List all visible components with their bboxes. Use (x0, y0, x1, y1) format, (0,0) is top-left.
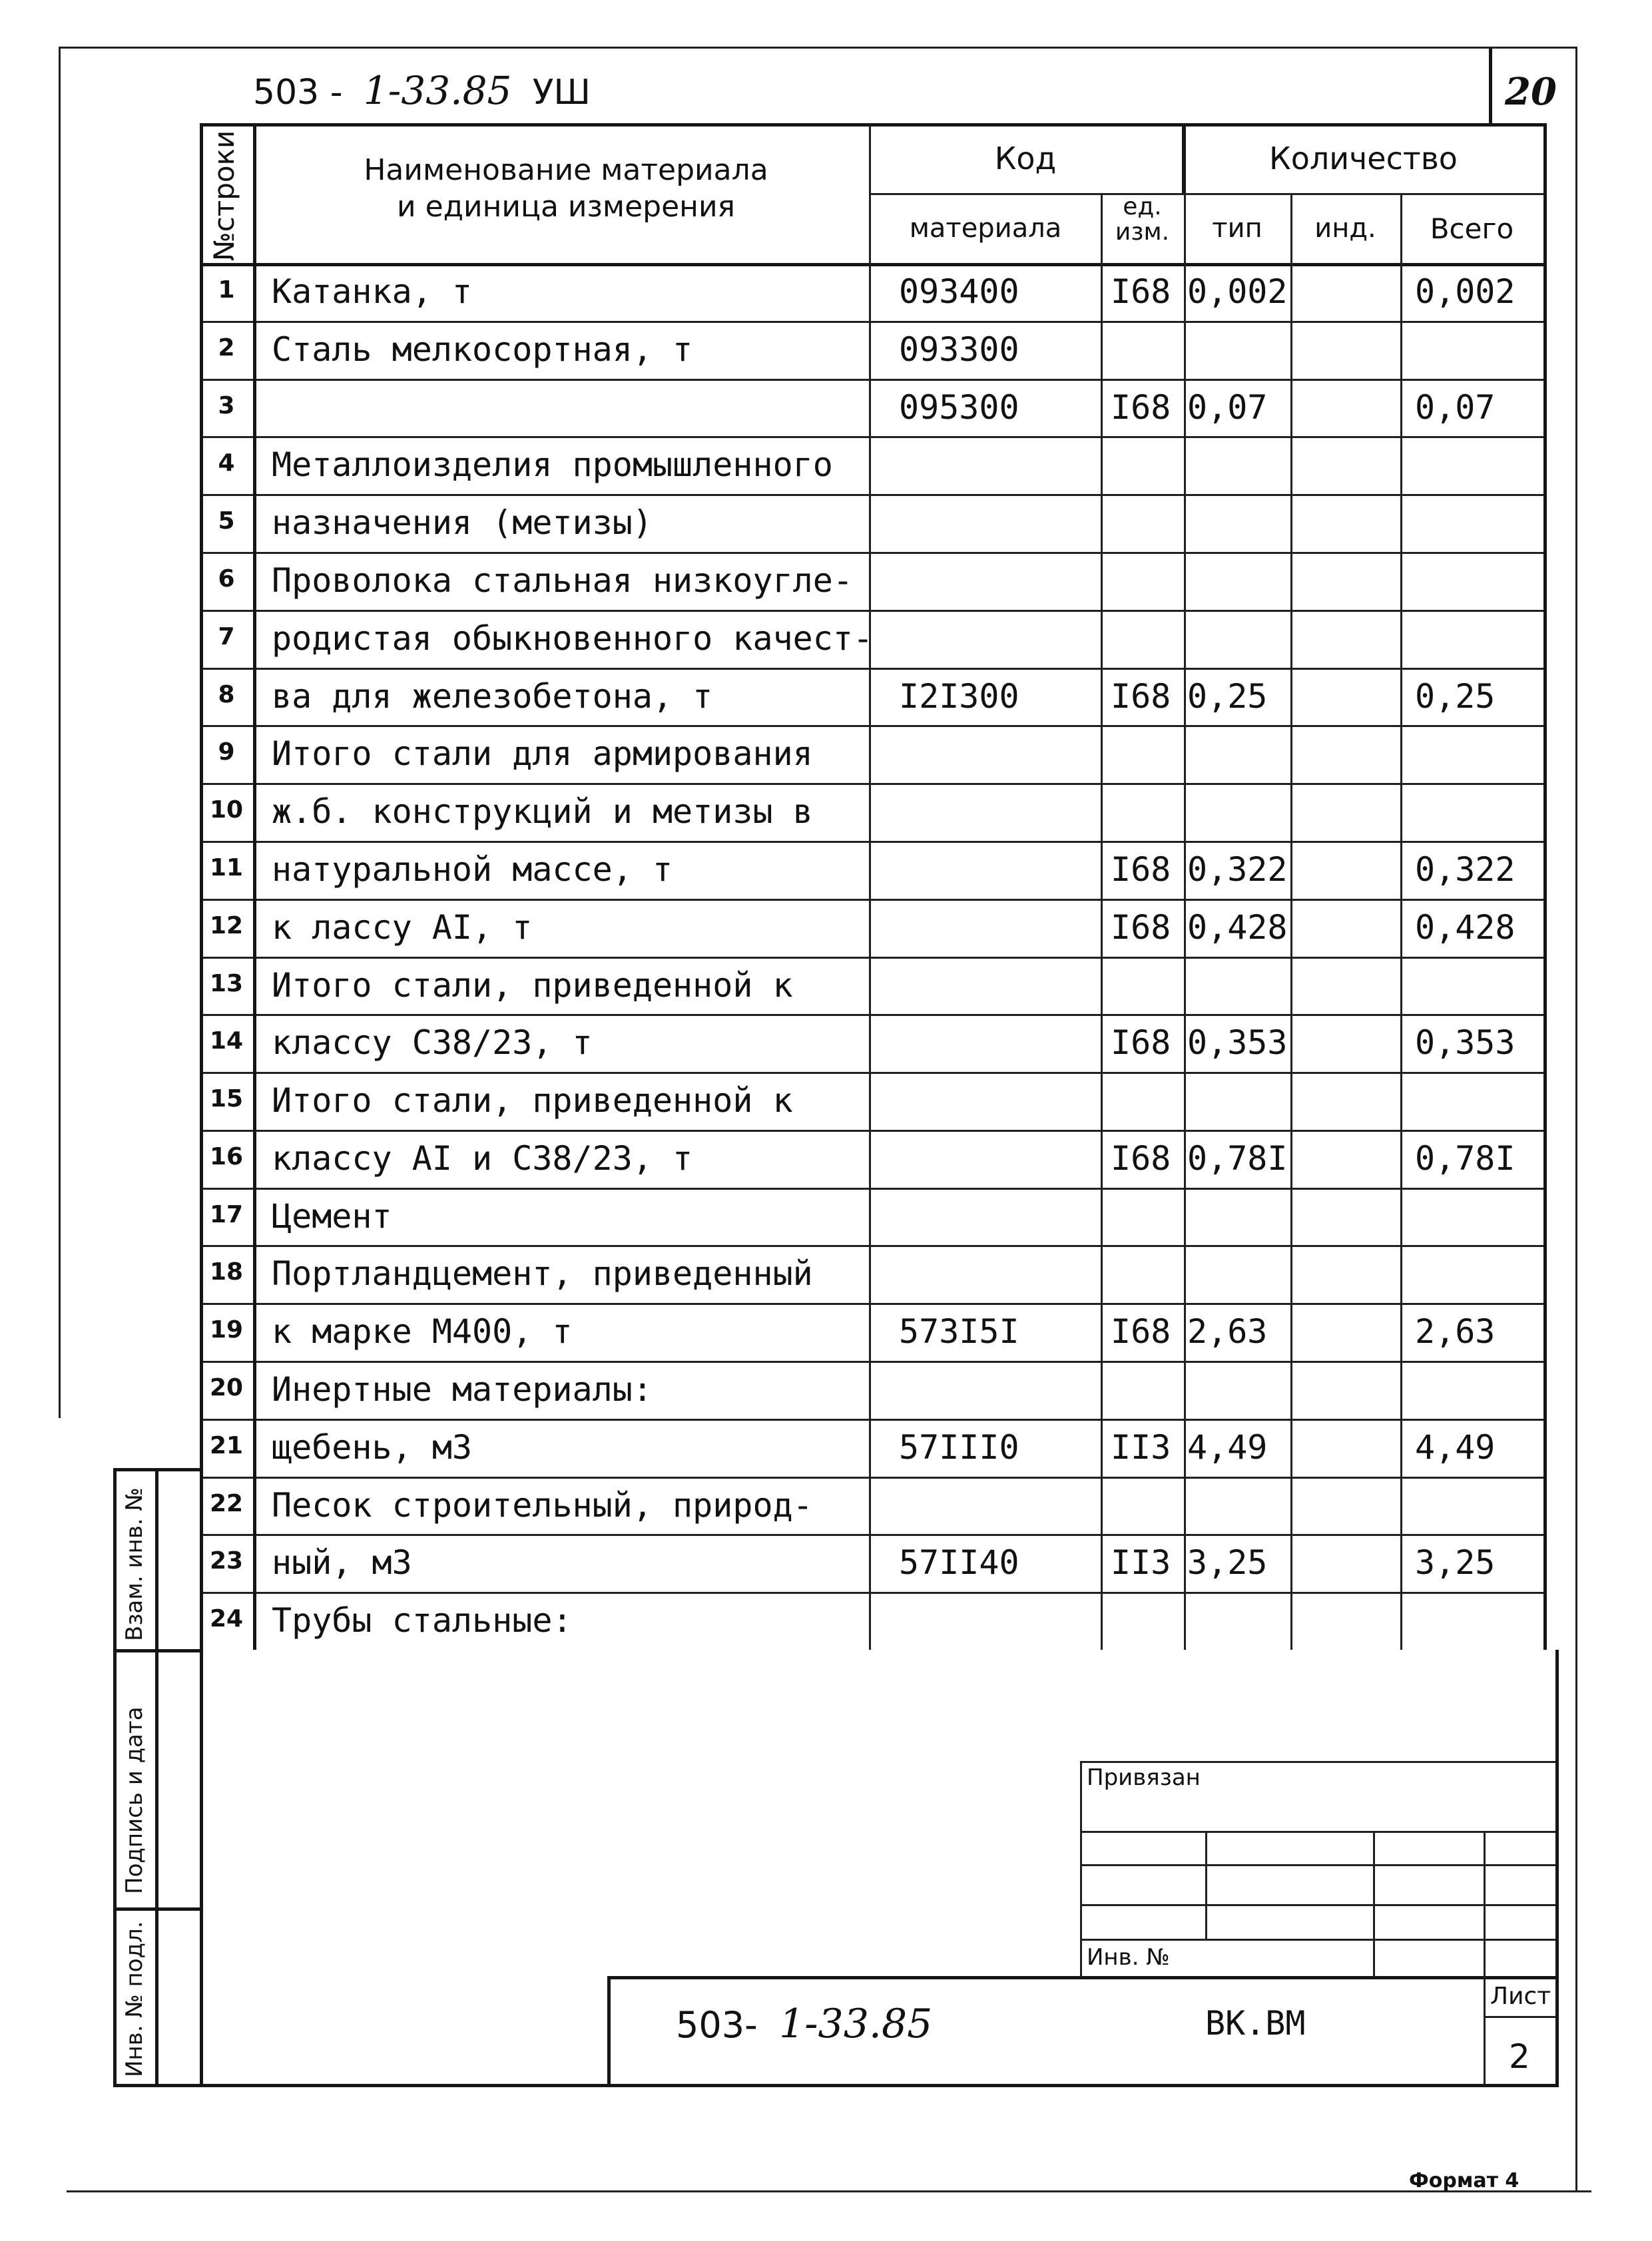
stamp-inv-no-label: Инв. № (1087, 1944, 1170, 1971)
row-separator (200, 552, 1543, 554)
row-separator (200, 610, 1543, 612)
row-number: 5 (218, 507, 235, 535)
row-number: 7 (218, 622, 235, 650)
row-separator (200, 899, 1543, 901)
quantity-type: 0,353 (1187, 1023, 1288, 1063)
row-separator (200, 1245, 1543, 1247)
column-header-quantity: Количество (1269, 140, 1458, 176)
document-code (253, 68, 591, 113)
side-strip-sep1 (113, 1649, 200, 1652)
unit-code: I68 (1111, 387, 1171, 427)
stamp-pb-v1 (1205, 1831, 1207, 1939)
lower-area-left (200, 1650, 203, 2087)
material-name: Цемент (272, 1196, 392, 1236)
side-strip-mid (155, 1468, 158, 2087)
row-number: 14 (209, 1027, 244, 1055)
row-separator (200, 957, 1543, 959)
column-separator (1543, 123, 1547, 1650)
material-name: назначения (метизы) (272, 503, 653, 543)
material-name: ва для железобетона, т (272, 676, 713, 716)
row-number: 20 (209, 1374, 244, 1402)
unit-code: I68 (1111, 1312, 1171, 1352)
row-number: 13 (209, 969, 244, 997)
column-separator (1184, 123, 1186, 1650)
frame-top-edge (59, 47, 1577, 49)
frame-right-edge (1575, 47, 1577, 2190)
header-mid-line (869, 193, 1543, 195)
row-separator (200, 1014, 1543, 1016)
stamp-sheet-label: Лист (1490, 1983, 1551, 2010)
column-separator (1290, 193, 1292, 1650)
stamp-pb-top (1080, 1761, 1555, 1763)
stamp-document-code-prefix: 503- (676, 2004, 758, 2046)
page-number-divider (1489, 48, 1492, 126)
column-separator (253, 123, 256, 1650)
row-separator (200, 1303, 1543, 1305)
column-header-ind: инд. (1314, 213, 1376, 244)
unit-code: I68 (1111, 272, 1171, 311)
row-number: 12 (209, 911, 244, 939)
row-number: 22 (209, 1489, 244, 1517)
row-number: 19 (209, 1316, 244, 1344)
material-name: классу AI и С38/23, т (272, 1138, 693, 1178)
row-number: 17 (209, 1200, 244, 1228)
side-label-vzam: Взам. инв. № (121, 1487, 148, 1641)
row-number: 18 (209, 1258, 244, 1286)
column-separator (869, 123, 871, 1650)
material-name: Инертные материалы: (272, 1370, 653, 1409)
material-name: Песок строительный, природ- (272, 1485, 813, 1525)
column-header-unit-line2: изм. (1115, 218, 1170, 246)
row-separator (200, 379, 1543, 381)
material-code: 095300 (899, 387, 1019, 427)
stamp-document-code-handwritten: 1-33.85 (779, 2001, 933, 2047)
unit-code: II3 (1111, 1543, 1171, 1583)
lower-area-right (1555, 1650, 1559, 2087)
material-name: Катанка, т (272, 272, 473, 311)
material-name: натуральной массе, т (272, 850, 673, 889)
row-number: 3 (218, 391, 235, 419)
material-name: Портландцемент, приведенный (272, 1254, 813, 1294)
material-code: I2I300 (899, 676, 1019, 716)
side-label-inv-podl: Инв. № подл. (121, 1921, 148, 2077)
table-top-border (200, 123, 1547, 126)
row-separator (200, 1130, 1543, 1132)
document-code-suffix: УШ (532, 73, 591, 113)
row-separator (200, 725, 1543, 727)
unit-code: I68 (1111, 1023, 1171, 1063)
row-separator (200, 1419, 1543, 1421)
quantity-total: 3,25 (1415, 1543, 1496, 1583)
material-name: к марке М400, т (272, 1312, 573, 1352)
row-number: 15 (209, 1085, 244, 1113)
unit-code: I68 (1111, 1138, 1171, 1178)
row-separator (200, 783, 1543, 785)
column-header-unit-line1: ед. (1123, 193, 1162, 220)
stamp-pb-left (1080, 1761, 1082, 1977)
stamp-main-left (607, 1976, 611, 2087)
row-number: 21 (209, 1431, 244, 1459)
unit-code: I68 (1111, 850, 1171, 889)
material-name: щебень, м3 (272, 1427, 473, 1467)
side-label-podpis: Подпись и дата (121, 1706, 148, 1894)
material-code: 093300 (899, 330, 1019, 369)
row-separator (200, 321, 1543, 323)
side-strip-left (113, 1468, 117, 2087)
row-separator (200, 1534, 1543, 1536)
stamp-privyazan-label: Привязан (1087, 1764, 1201, 1791)
material-code: 573I5I (899, 1312, 1019, 1352)
lower-area-bottom (200, 2084, 1559, 2087)
page-number: 20 (1505, 70, 1557, 114)
stamp-main-top (607, 1976, 1555, 1979)
row-number: 8 (218, 680, 235, 708)
format-label: Формат 4 (1409, 2169, 1519, 2192)
row-number: 9 (218, 738, 235, 766)
quantity-type: 0,78I (1187, 1138, 1288, 1178)
row-separator (200, 436, 1543, 438)
material-name: ный, м3 (272, 1543, 412, 1583)
side-strip-bottom (113, 2084, 200, 2087)
column-header-code-material: материала (909, 213, 1062, 244)
column-header-type: тип (1212, 213, 1262, 244)
row-number: 6 (218, 565, 235, 593)
row-separator (200, 494, 1543, 496)
row-number: 1 (218, 276, 235, 304)
row-number: 23 (209, 1547, 244, 1575)
side-strip-sep2 (113, 1907, 200, 1911)
column-header-row-number: №строки (208, 130, 240, 261)
material-name: к лассу AI, т (272, 907, 533, 947)
stamp-document-title: ВК.ВМ (1205, 2004, 1306, 2043)
frame-left-edge (59, 47, 61, 1418)
quantity-type: 0,25 (1187, 676, 1268, 716)
stamp-sheet-divider (1484, 1976, 1486, 2086)
column-header-name-line2: и единица измерения (396, 190, 736, 224)
column-header-name (266, 152, 866, 225)
quantity-type: 0,002 (1187, 272, 1288, 311)
quantity-total: 0,25 (1415, 676, 1496, 716)
column-header-total: Всего (1430, 212, 1514, 245)
stamp-sheet-number: 2 (1509, 2037, 1530, 2076)
column-separator (1400, 193, 1402, 1650)
document-code-handwritten: 1-33.85 (363, 68, 512, 113)
row-separator (200, 1592, 1543, 1594)
material-name: родистая обыкновенного качест- (272, 619, 874, 658)
stamp-sheet-hline (1484, 2016, 1555, 2018)
unit-code: I68 (1111, 676, 1171, 716)
row-separator (200, 1477, 1543, 1479)
quantity-total: 0,428 (1415, 907, 1515, 947)
material-name: Итого стали, приведенной к (272, 965, 793, 1005)
quantity-total: 0,78I (1415, 1138, 1515, 1178)
quantity-total: 4,49 (1415, 1427, 1496, 1467)
material-name: ж.б. конструкций и метизы в (272, 792, 813, 832)
quantity-total: 0,353 (1415, 1023, 1515, 1063)
material-name: классу С38/23, т (272, 1023, 593, 1063)
material-name: Итого стали, приведенной к (272, 1081, 793, 1120)
quantity-total: 0,002 (1415, 272, 1515, 311)
row-number: 4 (218, 449, 235, 477)
stamp-document-code (676, 2001, 932, 2047)
unit-code: I68 (1111, 907, 1171, 947)
row-number: 16 (209, 1142, 244, 1170)
row-separator (200, 841, 1543, 843)
footer-line (67, 2190, 1591, 2192)
material-name: Проволока стальная низкоугле- (272, 561, 853, 600)
row-number: 11 (209, 854, 244, 881)
quantity-total: 0,07 (1415, 387, 1496, 427)
material-name: Итого стали для армирования (272, 734, 813, 774)
quantity-type: 3,25 (1187, 1543, 1268, 1583)
material-code: 57II40 (899, 1543, 1019, 1583)
column-separator (1101, 193, 1103, 1650)
document-code-prefix: 503 - (253, 73, 343, 113)
quantity-type: 4,49 (1187, 1427, 1268, 1467)
row-separator (200, 1188, 1543, 1190)
quantity-type: 0,07 (1187, 387, 1268, 427)
row-number: 24 (209, 1605, 244, 1633)
material-name: Металлоизделия промышленного (272, 445, 833, 485)
quantity-type: 0,322 (1187, 850, 1288, 889)
stamp-pb-v3 (1484, 1831, 1486, 1977)
material-code: 093400 (899, 272, 1019, 311)
column-header-unit (1101, 194, 1184, 245)
column-header-name-line1: Наименование материала (364, 153, 768, 187)
row-separator (200, 1361, 1543, 1363)
quantity-type: 0,428 (1187, 907, 1288, 947)
unit-code: II3 (1111, 1427, 1171, 1467)
material-code: 57III0 (899, 1427, 1019, 1467)
row-separator (200, 668, 1543, 670)
quantity-total: 0,322 (1415, 850, 1515, 889)
row-separator (200, 1072, 1543, 1074)
side-strip-top (113, 1468, 200, 1471)
row-number: 10 (209, 796, 244, 824)
material-name: Трубы стальные: (272, 1601, 573, 1640)
stamp-pb-v2 (1373, 1831, 1375, 1977)
quantity-total: 2,63 (1415, 1312, 1496, 1352)
quantity-type: 2,63 (1187, 1312, 1268, 1352)
header-bottom-border (200, 263, 1547, 266)
material-name: Сталь мелкосортная, т (272, 330, 693, 369)
column-header-code: Код (994, 140, 1057, 176)
row-number: 2 (218, 334, 235, 362)
